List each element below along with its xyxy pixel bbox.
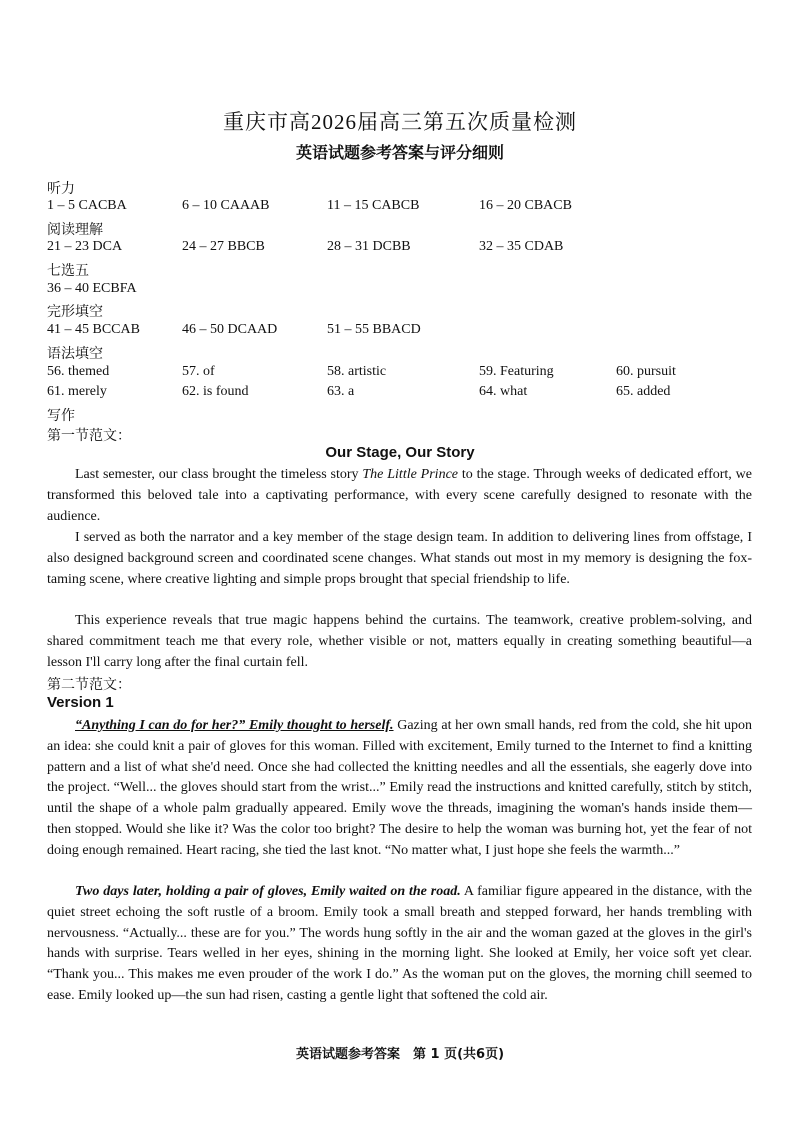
answer-item: 62. is found bbox=[182, 384, 249, 399]
answer-item: 57. of bbox=[182, 364, 215, 379]
page-footer: 英语试题参考答案 第 1 页(共6页) bbox=[295, 1047, 505, 1062]
answer-item: 65. added bbox=[616, 384, 671, 399]
section-part1: 第一节范文： bbox=[47, 428, 131, 444]
essay-title: Our Stage, Our Story bbox=[325, 444, 475, 461]
section-seven-five: 七选五 bbox=[47, 263, 89, 279]
answer-item: 63. a bbox=[327, 384, 355, 399]
answer-group: 24 – 27 BBCB bbox=[182, 239, 265, 254]
answer-group: 1 – 5 CACBA bbox=[47, 198, 127, 213]
document-title: 重庆市高2026届高三第五次质量检测 bbox=[223, 110, 577, 134]
paragraph-lead-sentence: “Anything I can do for her?” Emily thought to herself. bbox=[75, 718, 394, 733]
answer-group: 16 – 20 CBACB bbox=[479, 198, 572, 213]
answer-group: 6 – 10 CAAAB bbox=[182, 198, 270, 213]
essay-paragraph: I served as both the narrator and a key member of the stage design team. In addition to delivering lines from offstage, I also designed background screen and coordinated scene changes. What stands out most in my memory is designing the fox-taming scene, where creative lighting and simple props brought that special friendship to life. bbox=[47, 530, 752, 587]
book-title: The Little Prince bbox=[362, 467, 459, 482]
version-heading: Version 1 bbox=[47, 694, 114, 711]
answer-item: 64. what bbox=[479, 384, 528, 399]
answer-group: 46 – 50 DCAAD bbox=[182, 322, 278, 337]
section-reading: 阅读理解 bbox=[47, 222, 103, 238]
text-run: to the stage. Through weeks of dedicated effort, we transformed this beloved tale into a captivating performance, with every scene carefully designed to resonate with the audience. bbox=[47, 467, 752, 524]
text-run: Last semester, our class brought the timeless story bbox=[75, 467, 363, 482]
essay-paragraph bbox=[47, 465, 752, 527]
answer-group: 36 – 40 ECBFA bbox=[47, 281, 137, 296]
section-cloze: 完形填空 bbox=[47, 304, 103, 320]
section-writing: 写作 bbox=[47, 408, 75, 424]
answer-group: 51 – 55 BBACD bbox=[327, 322, 421, 337]
answer-item: 56. themed bbox=[47, 364, 110, 379]
text-run: A familiar figure appeared in the distance, with the quiet street echoing the soft rustle of a broom. Emily took a small breath and stepped forward, her hands trembling with nervousness. “Actually... these are for you.” The words hung softly in the air and the woman gazed at the gloves in the girl's hands with surprise. Tears welled in her eyes, shining in the morning light. She looked at Emily, her voice soft yet clear. “Thank you... This makes me even prouder of the work I do.” As the woman put on the gloves, the morning chill seemed to ease. Emily looked up—the sun had risen, casting a gentle light that softened the cold air. bbox=[47, 884, 752, 1003]
answer-item: 60. pursuit bbox=[616, 364, 676, 379]
section-part2: 第二节范文： bbox=[47, 677, 131, 693]
answer-group: 32 – 35 CDAB bbox=[479, 239, 564, 254]
answer-item: 61. merely bbox=[47, 384, 107, 399]
answer-group: 28 – 31 DCBB bbox=[327, 239, 411, 254]
paragraph-lead-sentence: Two days later, holding a pair of gloves, Emily waited on the road. bbox=[75, 884, 461, 899]
text-run: Gazing at her own small hands, red from the cold, she hit upon an idea: she could knit a pair of gloves for this woman. Filled with excitement, Emily turned to the Internet to find a knitting pattern and a list of what she'd need. Once she had collected the knitting needles and all the essentials, she eagerly dove into the project. “Well... the gloves should start from the wrist...” Emily read the instructions and knitted carefully, stitch by stitch, until the shape of a whole palm gradually appeared. Emily wove the threads, imagining the woman's hands inside them—then stopped. Would she like it? Was the color too bright? The desire to help the woman was burning hot, yet the fear of not doing enough remained. Heart racing, she tied the last knot. “No matter what, I just hope she feels the warmth...” bbox=[47, 718, 753, 858]
essay-paragraph: This experience reveals that true magic happens behind the curtains. The teamwork, creative problem-solving, and shared commitment teach me that every role, whether visible or not, matters equally in creating something beautiful—a lesson I'll carry long after the final curtain fell. bbox=[47, 613, 752, 670]
document-subtitle: 英语试题参考答案与评分细则 bbox=[295, 143, 504, 162]
answer-group: 41 – 45 BCCAB bbox=[47, 322, 140, 337]
section-listening: 听力 bbox=[47, 181, 75, 197]
essay-paragraph bbox=[47, 716, 752, 862]
section-grammar: 语法填空 bbox=[47, 346, 103, 362]
answer-item: 58. artistic bbox=[327, 364, 387, 379]
essay-paragraph bbox=[47, 882, 752, 1007]
answer-group: 21 – 23 DCA bbox=[47, 239, 123, 254]
answer-item: 59. Featuring bbox=[479, 364, 554, 379]
answer-group: 11 – 15 CABCB bbox=[327, 198, 420, 213]
